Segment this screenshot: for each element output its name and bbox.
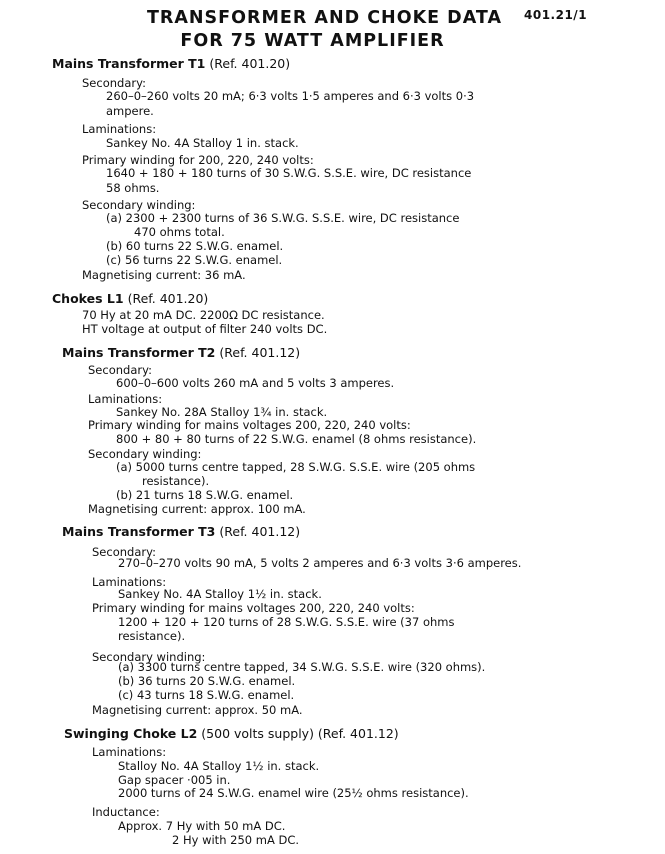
text-line: (c) 43 turns 18 S.W.G. enamel. — [118, 688, 295, 702]
text-line: Gap spacer ·005 in. — [118, 773, 231, 787]
section-name: Mains Transformer T1 — [52, 56, 206, 71]
text-line: (a) 2300 + 2300 turns of 36 S.W.G. S.S.E. wire, DC resistance — [106, 211, 460, 225]
text-line: Inductance: — [92, 805, 160, 819]
text-line: Secondary winding: — [92, 650, 206, 664]
section-heading — [62, 525, 300, 539]
page-reference: 401.21/1 — [524, 8, 588, 22]
section-ref: (Ref. 401.20) — [127, 291, 209, 306]
text-line: 800 + 80 + 80 turns of 22 S.W.G. enamel (8 ohms resistance). — [116, 432, 477, 446]
text-line: 1200 + 120 + 120 turns of 28 S.W.G. S.S.E. wire (37 ohms — [118, 615, 455, 629]
section-ref: (Ref. 401.20) — [209, 56, 291, 71]
text-line: HT voltage at output of filter 240 volts DC. — [82, 322, 328, 336]
section-name: Chokes L1 — [52, 291, 124, 306]
text-line: Secondary: — [82, 76, 146, 90]
section-heading — [52, 292, 208, 306]
text-line: 58 ohms. — [106, 181, 160, 195]
text-line: 470 ohms total. — [134, 225, 225, 239]
text-line: ampere. — [106, 104, 154, 118]
text-line: (a) 5000 turns centre tapped, 28 S.W.G. S.S.E. wire (205 ohms — [116, 460, 476, 474]
text-line: (b) 36 turns 20 S.W.G. enamel. — [118, 674, 296, 688]
text-line: Secondary winding: — [88, 447, 202, 461]
text-line: Laminations: — [88, 392, 163, 406]
section-heading — [62, 346, 300, 360]
text-line: Primary winding for mains voltages 200, 220, 240 volts: — [88, 418, 411, 432]
section-heading — [52, 57, 290, 71]
text-line: 2000 turns of 24 S.W.G. enamel wire (25½ ohms resistance). — [118, 786, 469, 800]
text-line: resistance). — [142, 474, 210, 488]
text-line: Primary winding for mains voltages 200, 220, 240 volts: — [92, 601, 415, 615]
text-line: resistance). — [118, 629, 186, 643]
text-line: (b) 60 turns 22 S.W.G. enamel. — [106, 239, 284, 253]
section-ref: (Ref. 401.12) — [219, 524, 301, 539]
text-line: Sankey No. 4A Stalloy 1 in. stack. — [106, 136, 299, 150]
text-line: 600–0–600 volts 260 mA and 5 volts 3 amperes. — [116, 376, 395, 390]
text-line: Sankey No. 28A Stalloy 1¾ in. stack. — [116, 405, 328, 419]
text-line: Laminations: — [92, 575, 167, 589]
section-name: Swinging Choke L2 — [64, 726, 198, 741]
text-line: (c) 56 turns 22 S.W.G. enamel. — [106, 253, 283, 267]
section-heading — [64, 727, 399, 741]
section-name: Mains Transformer T3 — [62, 524, 216, 539]
text-line: 1640 + 180 + 180 turns of 30 S.W.G. S.S.E. wire, DC resistance — [106, 166, 472, 180]
text-line: Sankey No. 4A Stalloy 1½ in. stack. — [118, 587, 322, 601]
text-line: 260–0–260 volts 20 mA; 6·3 volts 1·5 amperes and 6·3 volts 0·3 — [106, 89, 475, 103]
text-line: Secondary winding: — [82, 198, 196, 212]
text-line: Laminations: — [92, 745, 167, 759]
section-ref: (500 volts supply) (Ref. 401.12) — [201, 726, 399, 741]
page-title-line-2: FOR 75 WATT AMPLIFIER — [180, 31, 445, 51]
text-line: (b) 21 turns 18 S.W.G. enamel. — [116, 488, 294, 502]
text-line: Primary winding for 200, 220, 240 volts: — [82, 153, 314, 167]
page-title-line-1: TRANSFORMER AND CHOKE DATA — [146, 8, 503, 28]
text-line: 270–0–270 volts 90 mA, 5 volts 2 amperes and 6·3 volts 3·6 amperes. — [118, 556, 522, 570]
section-name: Mains Transformer T2 — [62, 345, 216, 360]
section-ref: (Ref. 401.12) — [219, 345, 301, 360]
text-line: (a) 3300 turns centre tapped, 34 S.W.G. S.S.E. wire (320 ohms). — [118, 660, 486, 674]
text-line: Magnetising current: approx. 50 mA. — [92, 703, 303, 717]
text-line: 2 Hy with 250 mA DC. — [172, 833, 300, 847]
text-line: Stalloy No. 4A Stalloy 1½ in. stack. — [118, 759, 320, 773]
text-line: Magnetising current: approx. 100 mA. — [88, 502, 306, 516]
text-line: 70 Hy at 20 mA DC. 2200Ω DC resistance. — [82, 308, 325, 322]
text-line: Magnetising current: 36 mA. — [82, 268, 246, 282]
text-line: Secondary: — [92, 545, 156, 559]
text-line: Laminations: — [82, 122, 157, 136]
text-line: Approx. 7 Hy with 50 mA DC. — [118, 819, 286, 833]
text-line: Secondary: — [88, 363, 152, 377]
